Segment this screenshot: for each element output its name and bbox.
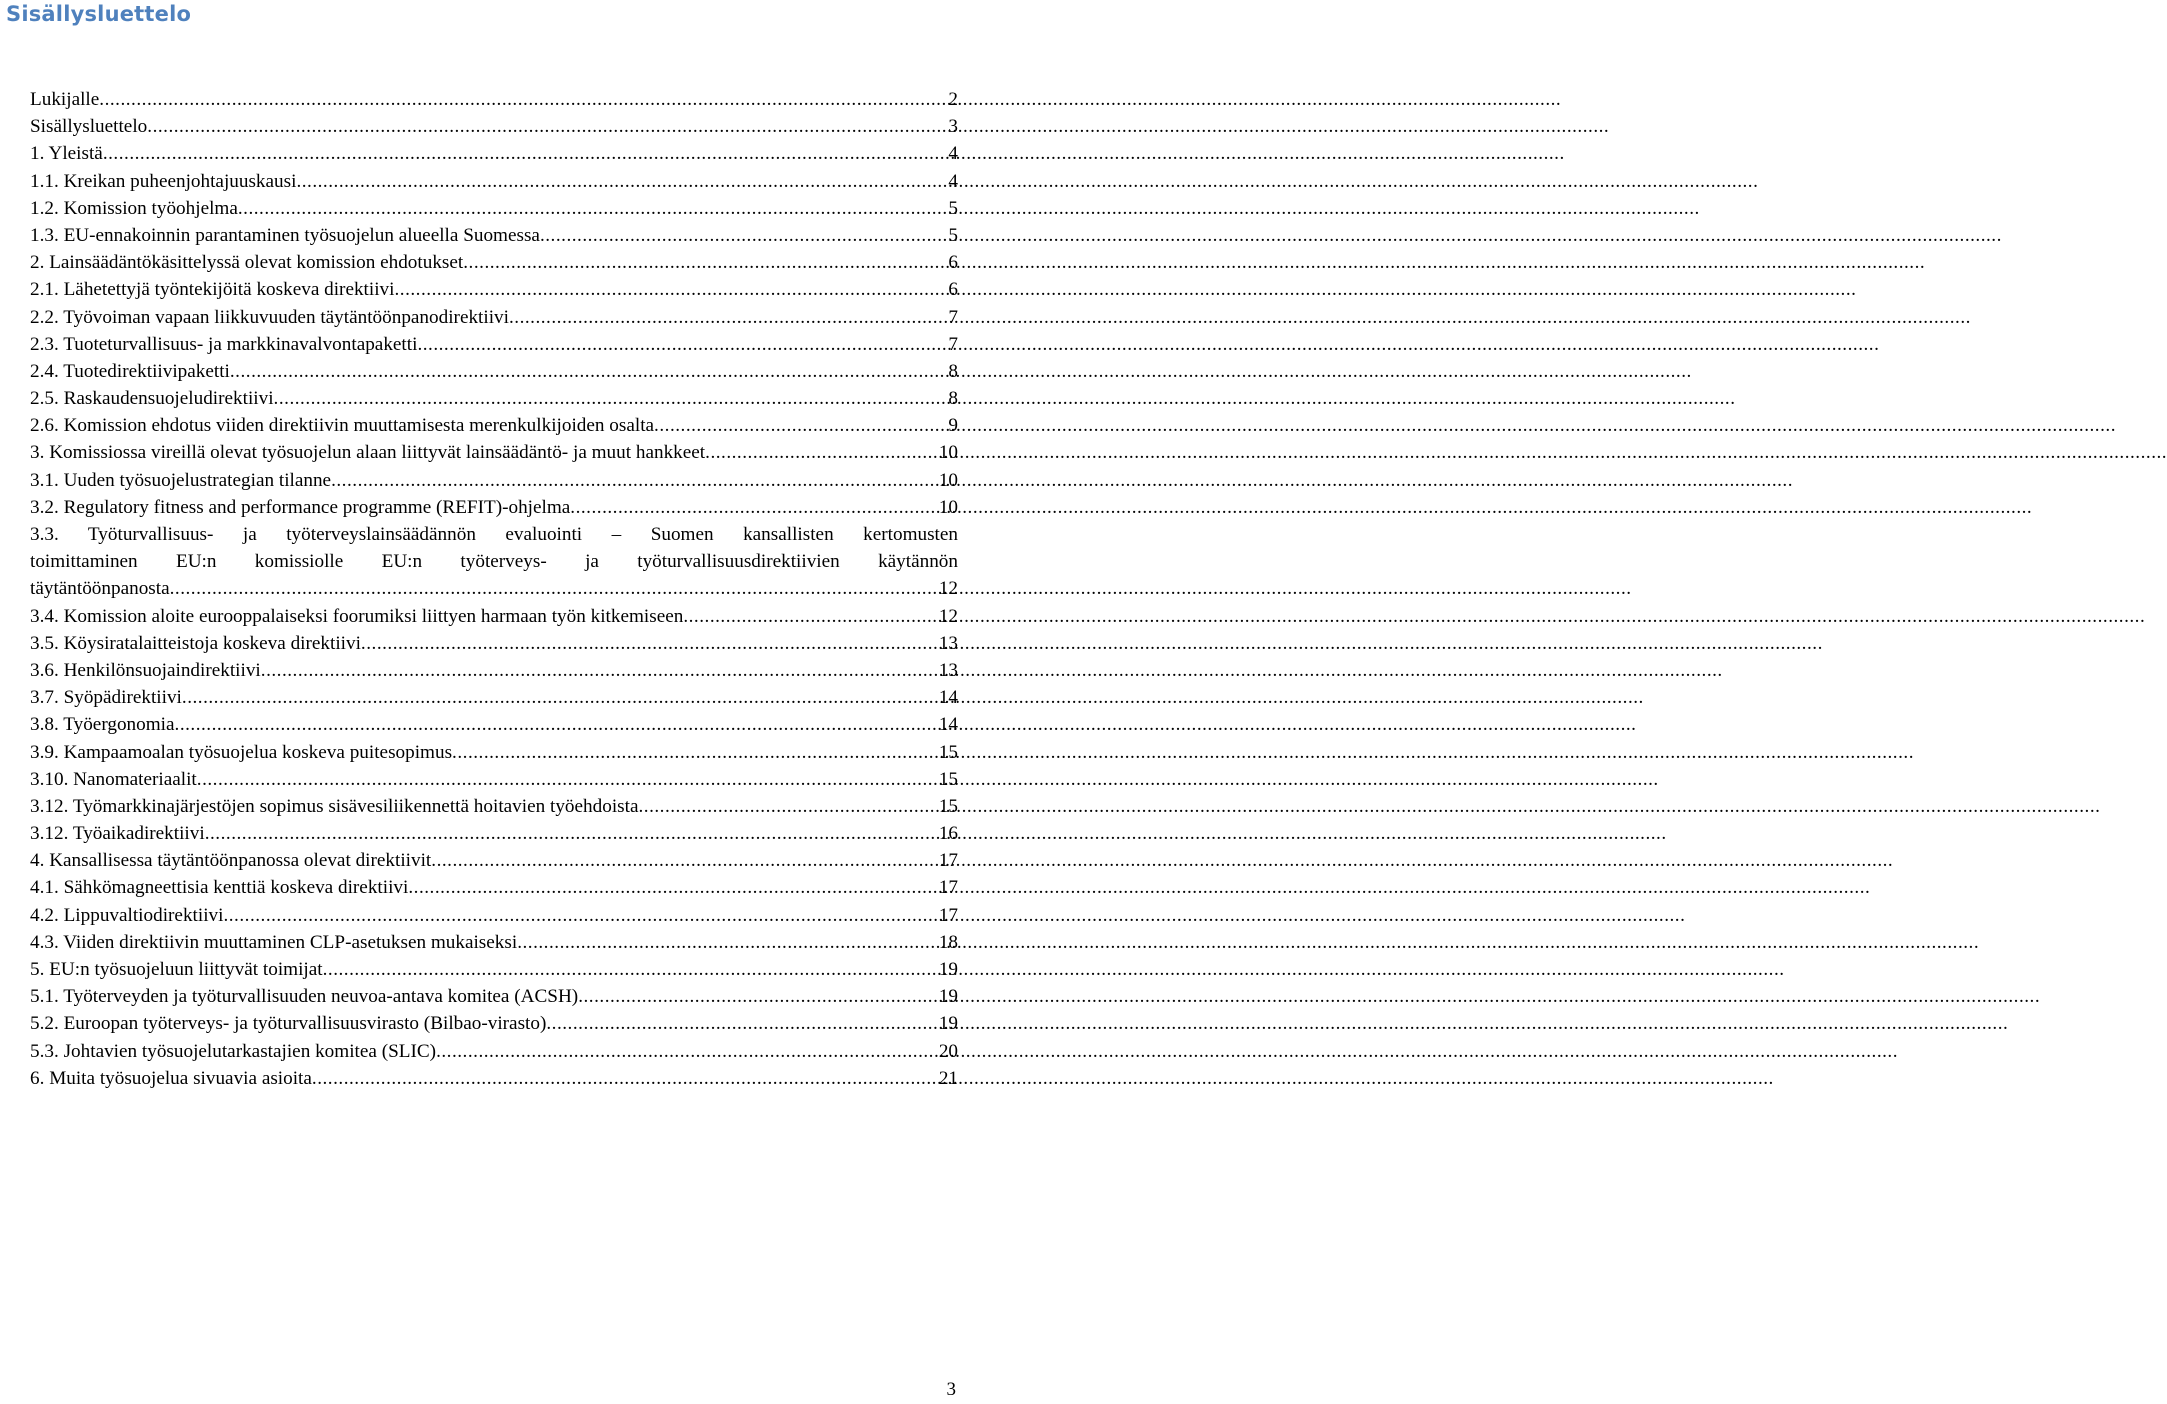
toc-entry-title: Lukijalle [30, 89, 100, 110]
toc-entry[interactable] [30, 276, 958, 303]
toc-entry[interactable] [30, 956, 958, 983]
toc-entry-page: 10 [938, 496, 958, 518]
dot-leader [638, 793, 934, 820]
toc-entry[interactable] [30, 358, 958, 385]
dot-leader [103, 140, 934, 167]
toc-entry-page: 5 [948, 197, 958, 219]
toc-entry-title: 3.7. Syöpädirektiivi [30, 687, 182, 709]
dot-leader [238, 195, 934, 222]
dot-leader [546, 1010, 934, 1037]
table-of-contents [30, 86, 958, 1092]
dot-leader [323, 956, 934, 983]
toc-entry[interactable] [30, 1038, 958, 1065]
toc-entry[interactable] [30, 902, 958, 929]
toc-entry-title: 5. EU:n työsuojeluun liittyvät toimijat [30, 959, 323, 981]
toc-entry[interactable] [30, 766, 958, 793]
toc-entry-title: 3.6. Henkilönsuojaindirektiivi [30, 659, 261, 681]
toc-entry-page: 7 [948, 333, 958, 355]
toc-group-a [30, 86, 958, 521]
toc-entry[interactable] [30, 168, 958, 195]
toc-entry-page: 6 [948, 279, 958, 301]
toc-entry-page: 14 [938, 714, 958, 736]
dot-leader [517, 929, 934, 956]
page-number: 3 [946, 1379, 956, 1400]
toc-entry-title: 3.12. Työaikadirektiivi [30, 823, 205, 845]
toc-entry-title: 6. Muita työsuojelua sivuavia asioita [30, 1067, 312, 1089]
toc-entry-page: 9 [948, 415, 958, 437]
toc-entry-title: 3.1. Uuden työsuojelustrategian tilanne [30, 469, 332, 491]
dot-leader [654, 412, 934, 439]
dot-leader [361, 630, 934, 657]
toc-entry-page: 20 [938, 1040, 958, 1062]
toc-entry-title-line: 3.3. Työturvallisuus- ja työterveyslainsäädännön evaluointi – Suomen kansallisten kertomusten [30, 524, 958, 545]
dot-leader [705, 439, 934, 466]
dot-leader [408, 874, 934, 901]
toc-entry-page: 3 [948, 116, 958, 138]
toc-entry[interactable] [30, 1010, 958, 1037]
dot-leader [296, 168, 934, 195]
toc-entry[interactable] [30, 711, 958, 738]
toc-entry[interactable] [30, 304, 958, 331]
toc-entry-title: 3.12. Työmarkkinajärjestöjen sopimus sisävesiliikennettä hoitavien työehdoista [30, 795, 639, 817]
toc-entry[interactable] [30, 494, 958, 521]
toc-entry-page: 10 [938, 469, 958, 491]
toc-entry[interactable] [30, 439, 958, 466]
toc-entry[interactable] [30, 820, 958, 847]
toc-entry-title: 4.2. Lippuvaltiodirektiivi [30, 904, 224, 926]
dot-leader [452, 739, 934, 766]
toc-entry[interactable] [30, 684, 958, 711]
toc-entry-page: 8 [948, 388, 958, 410]
toc-entry-page: 15 [938, 741, 958, 763]
toc-entry[interactable] [30, 793, 958, 820]
toc-entry-page: 12 [938, 578, 958, 600]
dot-leader [261, 657, 934, 684]
toc-entry-title: 4.1. Sähkömagneettisia kenttiä koskeva direktiivi [30, 877, 409, 899]
toc-entry-title: 4. Kansallisessa täytäntöönpanossa olevat direktiivit [30, 850, 432, 872]
toc-entry-page: 7 [948, 306, 958, 328]
toc-entry-page: 10 [938, 442, 958, 464]
dot-leader [147, 113, 934, 140]
toc-entry-page: 19 [938, 986, 958, 1008]
toc-entry-title: 2.6. Komission ehdotus viiden direktiivin muuttamisesta merenkulkijoiden osalta [30, 415, 655, 437]
toc-entry-title: 3. Komissiossa vireillä olevat työsuojelun alaan liittyvät lainsäädäntö- ja muut hankkeet [30, 442, 706, 464]
toc-entry[interactable] [30, 412, 958, 439]
toc-entry-page: 15 [938, 795, 958, 817]
toc-entry-page: 12 [938, 605, 958, 627]
dot-leader [223, 902, 934, 929]
toc-entry[interactable] [30, 874, 958, 901]
toc-entry-title: 5.1. Työterveyden ja työturvallisuuden neuvoa-antava komitea (ACSH) [30, 986, 579, 1008]
toc-entry[interactable] [30, 249, 958, 276]
toc-entry-title: 3.8. Työergonomia [30, 714, 175, 736]
toc-entry[interactable] [30, 331, 958, 358]
toc-entry-title: 5.3. Johtavien työsuojelutarkastajien komitea (SLIC) [30, 1040, 437, 1062]
toc-entry-title: Sisällysluettelo [30, 116, 148, 138]
toc-entry-title: 1.3. EU-ennakoinnin parantaminen työsuojelun alueella Suomessa [30, 224, 540, 246]
toc-entry[interactable] [30, 739, 958, 766]
toc-entry-title: 4.3. Viiden direktiivin muuttaminen CLP-asetuksen mukaiseksi [30, 931, 518, 953]
toc-group-b [30, 603, 958, 1092]
toc-entry[interactable] [30, 983, 958, 1010]
toc-entry-title: 3.2. Regulatory fitness and performance programme (REFIT)-ohjelma [30, 496, 571, 518]
toc-entry[interactable] [30, 467, 958, 494]
toc-entry-title: 2.1. Lähetettyjä työntekijöitä koskeva direktiivi [30, 279, 395, 301]
toc-entry-page: 14 [938, 687, 958, 709]
toc-entry-page: 17 [938, 877, 958, 899]
toc-entry[interactable] [30, 222, 958, 249]
toc-entry-title: 2.2. Työvoiman vapaan liikkuvuuden täytäntöönpanodirektiivi [30, 306, 509, 328]
toc-entry[interactable] [30, 140, 958, 167]
toc-entry-page: 17 [938, 904, 958, 926]
dot-leader [463, 249, 934, 276]
toc-entry-page: 19 [938, 959, 958, 981]
toc-entry-title-line: toimittaminen EU:n komissiolle EU:n työterveys- ja työturvallisuusdirektiivien käytännön [30, 551, 958, 573]
dot-leader [578, 983, 934, 1010]
toc-entry[interactable] [30, 521, 958, 603]
toc-entry-title: 5.2. Euroopan työterveys- ja työturvallisuusvirasto (Bilbao-virasto) [30, 1013, 547, 1035]
toc-entry-page: 4 [948, 143, 958, 165]
toc-entry-page: 4 [948, 170, 958, 192]
dot-leader [436, 1038, 934, 1065]
toc-entry-page: 18 [938, 931, 958, 953]
page-title: Sisällysluettelo [6, 2, 192, 26]
toc-entry-title: 1.2. Komission työohjelma [30, 197, 238, 219]
toc-entry[interactable] [30, 86, 958, 113]
toc-entry[interactable] [30, 113, 958, 140]
toc-entry-title-line: täytäntöönpanosta [30, 578, 170, 600]
dot-leader [175, 711, 934, 738]
toc-entry[interactable] [30, 195, 958, 222]
toc-entry[interactable] [30, 385, 958, 412]
toc-entry-page: 16 [938, 823, 958, 845]
dot-leader [431, 847, 934, 874]
dot-leader [417, 331, 934, 358]
toc-entry[interactable] [30, 657, 958, 684]
toc-entry-page: 6 [948, 252, 958, 274]
toc-entry-page: 21 [938, 1067, 958, 1089]
toc-entry-title: 3.10. Nanomateriaalit [30, 768, 197, 790]
dot-leader [683, 603, 934, 630]
dot-leader [274, 385, 934, 412]
dot-leader [197, 766, 934, 793]
toc-entry[interactable] [30, 1065, 958, 1092]
toc-entry-title: 2.5. Raskaudensuojeludirektiivi [30, 388, 274, 410]
dot-leader [312, 1065, 934, 1092]
toc-entry-title: 3.9. Kampaamoalan työsuojelua koskeva puitesopimus [30, 741, 453, 763]
toc-entry[interactable] [30, 929, 958, 956]
toc-entry-page: 13 [938, 632, 958, 654]
toc-entry-page: 19 [938, 1013, 958, 1035]
toc-entry[interactable] [30, 630, 958, 657]
toc-entry-title: 2.3. Tuoteturvallisuus- ja markkinavalvontapaketti [30, 333, 418, 355]
dot-leader [331, 467, 934, 494]
dot-leader [230, 358, 934, 385]
toc-entry-title: 3.4. Komission aloite eurooppalaiseksi foorumiksi liittyen harmaan työn kitkemiseen [30, 605, 684, 627]
toc-entry-page: 2 [948, 89, 958, 110]
toc-entry-page: 13 [938, 659, 958, 681]
toc-entry-title: 2. Lainsäädäntökäsittelyssä olevat komission ehdotukset [30, 252, 464, 274]
toc-entry-page: 17 [938, 850, 958, 872]
dot-leader [205, 820, 934, 847]
dot-leader [170, 575, 934, 602]
toc-entry-page: 8 [948, 360, 958, 382]
toc-entry-title: 3.5. Köysiratalaitteistoja koskeva direktiivi [30, 632, 361, 654]
dot-leader [182, 684, 934, 711]
toc-entry-page: 5 [948, 224, 958, 246]
dot-leader [99, 86, 934, 113]
dot-leader [394, 276, 934, 303]
toc-entry[interactable] [30, 847, 958, 874]
dot-leader [570, 494, 934, 521]
toc-entry-title: 1. Yleistä [30, 143, 103, 165]
dot-leader [540, 222, 934, 249]
toc-entry-title: 1.1. Kreikan puheenjohtajuuskausi [30, 170, 297, 192]
toc-entry[interactable] [30, 603, 958, 630]
toc-entry-title: 2.4. Tuotedirektiivipaketti [30, 360, 230, 382]
dot-leader [509, 304, 934, 331]
toc-entry-page: 15 [938, 768, 958, 790]
